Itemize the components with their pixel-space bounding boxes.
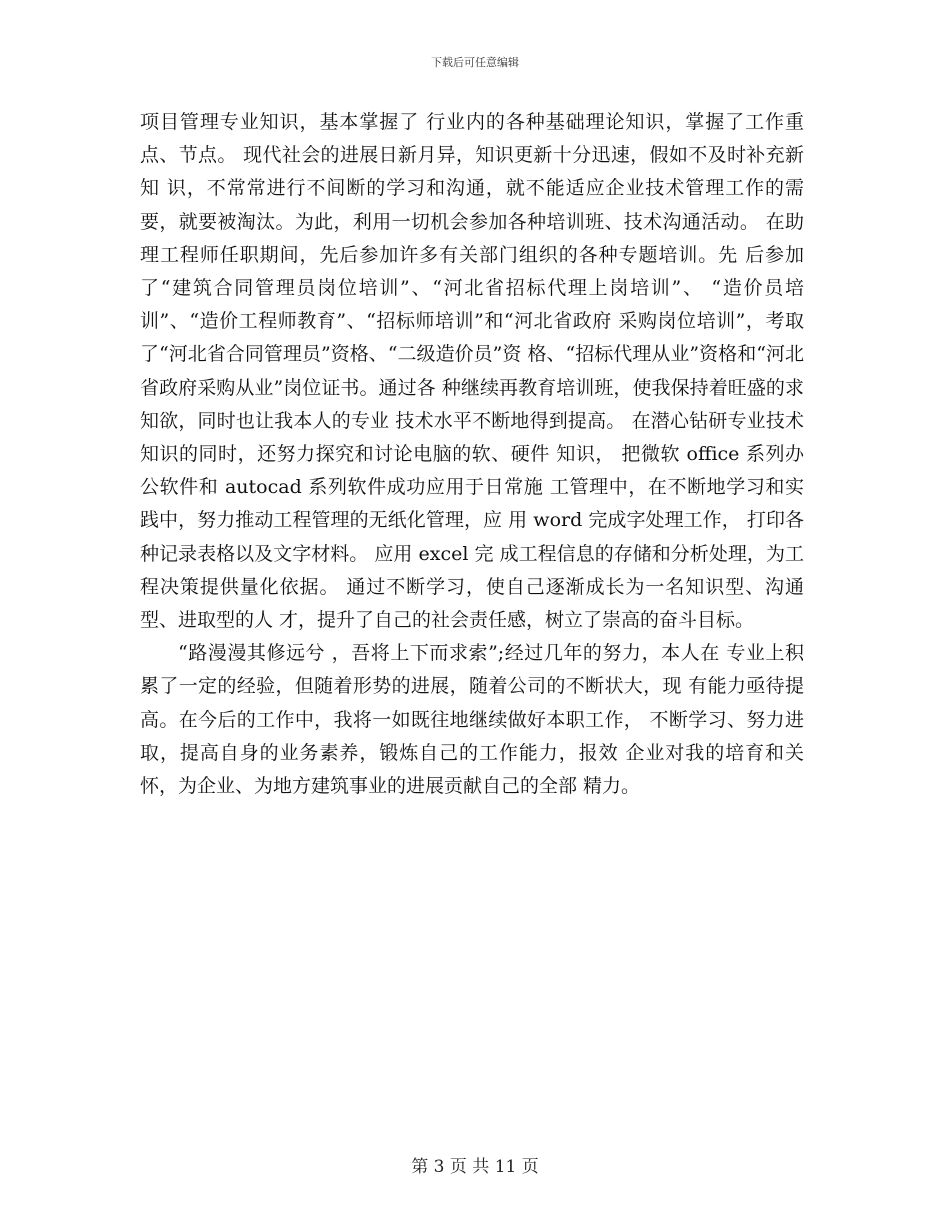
page-header: 下载后可任意编辑 (431, 56, 519, 69)
page-number: 第 3 页 共 11 页 (411, 1157, 539, 1177)
document-body (140, 106, 804, 803)
paragraph-2: “路漫漫其修远兮 ，吾将上下而求索”;经过几年的努力，本人在 专业上积累了一定的经验，但随着形势的进展，随着公司的不断状大，现 有能力亟待提高。在今后的工作中，我将一如既往地继续做好本职工作， 不断学习、努力进取，提高自身的业务素养，锻炼自己的工作能力，报效 企业对我的培育和关怀，为企业、为地方建筑事业的进展贡献自己的全部 精力。 (140, 642, 804, 798)
paragraph-1: 项目管理专业知识，基本掌握了 行业内的各种基础理论知识，掌握了工作重点、节点。 现代社会的进展日新月异，知识更新十分迅速，假如不及时补充新知 识，不常常进行不间断的学习和沟通，就不能适应企业技术管理工作的需 要，就要被淘汰。为此，利用一切机会参加各种培训班、技术沟通活动。 在助理工程师任职期间，先后参加许多有关部门组织的各种专题培训。先 后参加了“建筑合同管理员岗位培训”、“河北省招标代理上岗培训”、 “造价员培训”、“造价工程师教育”、“招标师培训”和“河北省政府 采购岗位培训”，考取了“河北省合同管理员”资格、“二级造价员”资 格、“招标代理从业”资格和“河北省政府采购从业”岗位证书。通过各 种继续再教育培训班，使我保持着旺盛的求知欲，同时也让我本人的专业 技术水平不断地得到提高。 在潜心钻研专业技术知识的同时，还努力探究和讨论电脑的软、硬件 知识， 把微软 office 系列办公软件和 autocad 系列软件成功应用于日常施 工管理中，在不断地学习和实践中，努力推动工程管理的无纸化管理，应 用 word 完成字处理工作， 打印各种记录表格以及文字材料。 应用 excel 完 成工程信息的存储和分析处理，为工程决策提供量化依据。 通过不断学习，使自己逐渐成长为一名知识型、沟通型、进取型的人 才，提升了自己的社会责任感，树立了崇高的奋斗目标。 (140, 111, 804, 632)
